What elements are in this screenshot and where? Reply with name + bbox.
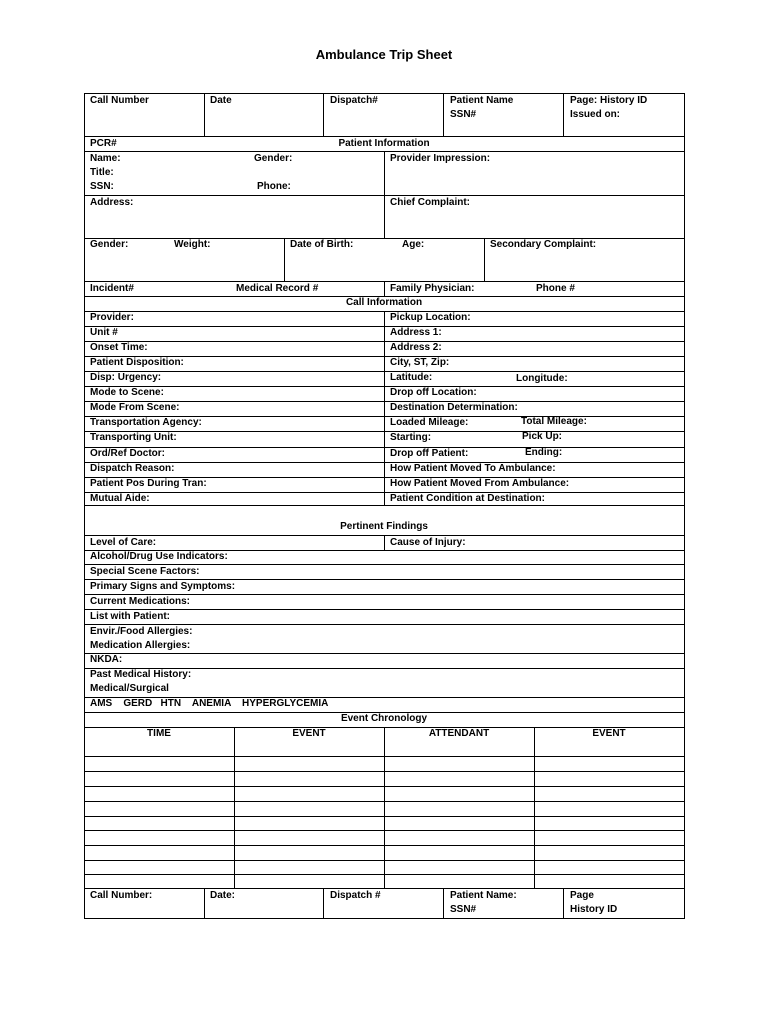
medical-record-label: Medical Record #	[236, 283, 319, 294]
rule	[84, 386, 685, 387]
dob-label: Date of Birth:	[290, 239, 354, 250]
title-label: Title:	[90, 167, 114, 178]
phone-number-label: Phone #	[536, 283, 575, 294]
total-mileage-label: Total Mileage:	[521, 416, 587, 427]
rule	[84, 136, 685, 137]
divider	[384, 727, 385, 888]
event-chronology-heading: Event Chronology	[340, 713, 428, 724]
form-title: Ambulance Trip Sheet	[315, 47, 453, 62]
call-right-label: Address 2:	[390, 342, 442, 353]
call-left-label: Dispatch Reason:	[90, 463, 175, 474]
envir-allergies-label: Envir./Food Allergies:	[90, 626, 193, 637]
column-header-event-2: EVENT	[592, 728, 626, 739]
rule	[84, 505, 685, 506]
ending-label: Ending:	[525, 447, 563, 458]
issued-on-label: Issued on:	[570, 109, 621, 120]
call-right-label: City, ST, Zip:	[390, 357, 450, 368]
footer-dispatch-label: Dispatch #	[330, 890, 381, 901]
call-information-heading: Call Information	[345, 297, 423, 308]
divider	[484, 238, 485, 282]
divider	[284, 238, 285, 282]
divider	[234, 727, 235, 888]
divider	[323, 93, 324, 136]
pick-up-label: Pick Up:	[522, 431, 563, 442]
chronology-row-rule	[84, 771, 685, 772]
call-right-label: Starting:	[390, 432, 432, 443]
date-label: Date	[210, 95, 232, 106]
rule	[84, 371, 685, 372]
gender2-label: Gender:	[90, 239, 129, 250]
call-left-label: Transporting Unit:	[90, 432, 177, 443]
rule	[84, 579, 685, 580]
footer-history-id-label: History ID	[570, 904, 618, 915]
footer-ssn-label: SSN#	[450, 904, 477, 915]
rule	[84, 195, 685, 196]
patient-name-label: Patient Name	[450, 95, 514, 106]
incident-label: Incident#	[90, 283, 134, 294]
call-right-label: Address 1:	[390, 327, 442, 338]
chronology-row-rule	[84, 860, 685, 861]
chronology-row-rule	[84, 801, 685, 802]
chronology-row-rule	[84, 830, 685, 831]
medical-surgical-label: Medical/Surgical	[90, 683, 169, 694]
secondary-complaint-label: Secondary Complaint:	[490, 239, 597, 250]
rule	[84, 326, 685, 327]
current-medications-label: Current Medications:	[90, 596, 191, 607]
ssn-label: SSN#	[450, 109, 477, 120]
call-right-label: Patient Condition at Destination:	[390, 493, 545, 504]
pertinent-findings-heading: Pertinent Findings	[340, 521, 428, 532]
call-left-label: Mutual Aide:	[90, 493, 150, 504]
footer-page-label: Page	[570, 890, 594, 901]
family-physician-label: Family Physician:	[390, 283, 475, 294]
weight-label: Weight:	[174, 239, 211, 250]
dispatch-label: Dispatch#	[330, 95, 378, 106]
call-left-label: Provider:	[90, 312, 134, 323]
chronology-row-rule	[84, 756, 685, 757]
special-scene-label: Special Scene Factors:	[90, 566, 200, 577]
rule	[84, 609, 685, 610]
chronology-row-rule	[84, 816, 685, 817]
nkda-label: NKDA:	[90, 654, 123, 665]
list-with-patient-label: List with Patient:	[90, 611, 170, 622]
rule	[84, 888, 685, 889]
divider	[563, 93, 564, 136]
column-header-attendant: ATTENDANT	[428, 728, 490, 739]
divider	[443, 93, 444, 136]
divider	[563, 888, 564, 919]
call-right-label: Destination Determination:	[390, 402, 518, 413]
divider	[204, 93, 205, 136]
divider	[443, 888, 444, 919]
alcohol-label: Alcohol/Drug Use Indicators:	[90, 551, 228, 562]
longitude-label: Longitude:	[516, 373, 568, 384]
rule	[84, 624, 685, 625]
gender-label: Gender:	[254, 153, 293, 164]
patient-information-heading: Patient Information	[338, 138, 430, 149]
call-left-label: Patient Pos During Tran:	[90, 478, 207, 489]
provider-impression-label: Provider Impression:	[390, 153, 491, 164]
divider	[384, 281, 385, 296]
call-left-label: Patient Disposition:	[90, 357, 184, 368]
divider	[534, 727, 535, 888]
footer-patient-name-label: Patient Name:	[450, 890, 517, 901]
call-right-label: Drop off Location:	[390, 387, 477, 398]
border-right	[684, 93, 685, 919]
chief-complaint-label: Chief Complaint:	[390, 197, 470, 208]
chronology-row-rule	[84, 845, 685, 846]
call-right-label: Latitude:	[390, 372, 433, 383]
call-number-label: Call Number	[90, 95, 149, 106]
primary-signs-label: Primary Signs and Symptoms:	[90, 581, 236, 592]
page-history-label: Page: History ID	[570, 95, 648, 106]
rule	[84, 492, 685, 493]
footer-date-label: Date:	[210, 890, 236, 901]
footer-call-number-label: Call Number:	[90, 890, 153, 901]
border-top	[84, 93, 685, 94]
age-label: Age:	[402, 239, 425, 250]
chronology-row-rule	[84, 874, 685, 875]
call-left-label: Transportation Agency:	[90, 417, 202, 428]
call-left-label: Ord/Ref Doctor:	[90, 448, 165, 459]
call-right-label: Pickup Location:	[390, 312, 471, 323]
divider	[323, 888, 324, 919]
call-left-label: Disp: Urgency:	[90, 372, 162, 383]
border-bottom	[84, 918, 685, 919]
rule	[84, 594, 685, 595]
ssn-field-label: SSN:	[90, 181, 114, 192]
medication-allergies-label: Medication Allergies:	[90, 640, 191, 651]
phone-label: Phone:	[257, 181, 291, 192]
divider	[204, 888, 205, 919]
past-medical-history-label: Past Medical History:	[90, 669, 192, 680]
call-right-label: Loaded Mileage:	[390, 417, 469, 428]
call-right-label: How Patient Moved From Ambulance:	[390, 478, 570, 489]
rule	[84, 653, 685, 654]
divider	[384, 535, 385, 550]
column-header-event: EVENT	[292, 728, 326, 739]
call-right-label: Drop off Patient:	[390, 448, 469, 459]
conditions-list: AMS GERD HTN ANEMIA HYPERGLYCEMIA	[90, 698, 329, 709]
rule	[84, 341, 685, 342]
chronology-row-rule	[84, 786, 685, 787]
call-right-label: How Patient Moved To Ambulance:	[390, 463, 556, 474]
rule	[84, 564, 685, 565]
cause-of-injury-label: Cause of Injury:	[390, 537, 466, 548]
pcr-label: PCR#	[90, 138, 117, 149]
trip-sheet-form	[84, 93, 685, 919]
rule	[84, 447, 685, 448]
address-label: Address:	[90, 197, 134, 208]
call-left-label: Unit #	[90, 327, 118, 338]
level-of-care-label: Level of Care:	[90, 537, 157, 548]
name-label: Name:	[90, 153, 121, 164]
call-left-label: Mode to Scene:	[90, 387, 164, 398]
call-left-label: Mode From Scene:	[90, 402, 180, 413]
border-left	[84, 93, 85, 919]
call-left-label: Onset Time:	[90, 342, 148, 353]
column-header-time: TIME	[147, 728, 171, 739]
